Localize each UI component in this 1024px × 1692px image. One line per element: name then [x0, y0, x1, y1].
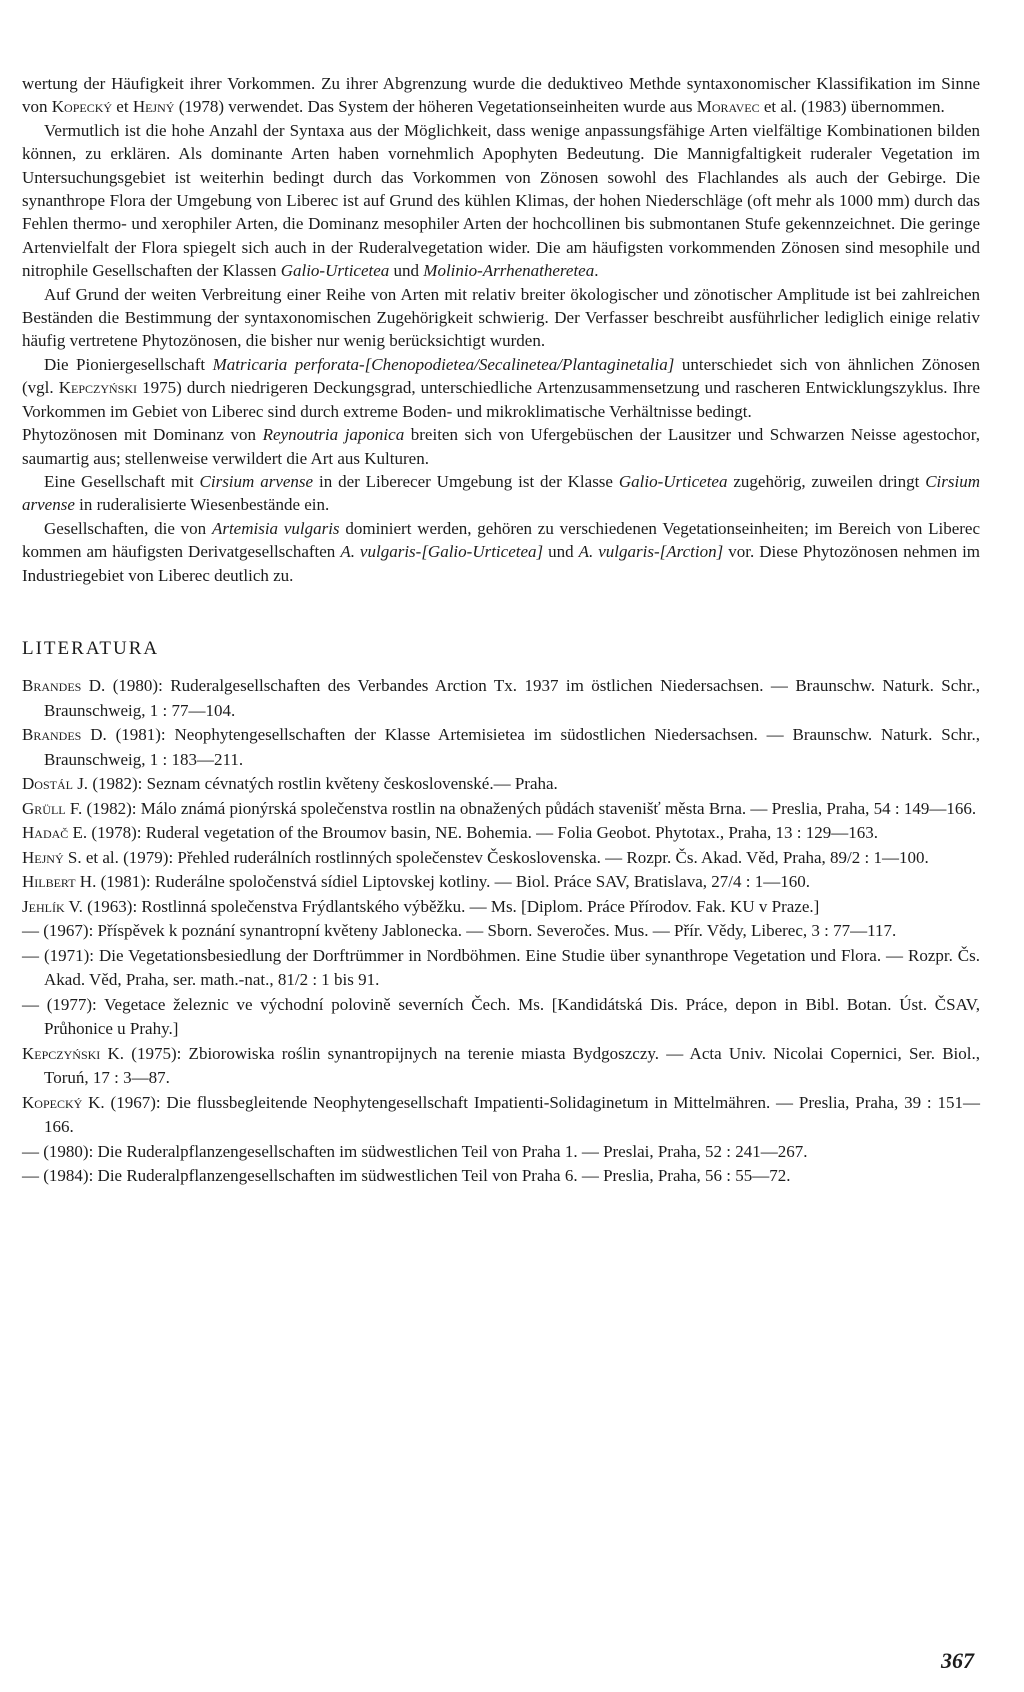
- reference-item: Hadač E. (1978): Ruderal vegetation of the Broumov basin, NE. Bohemia. — Folia Geobot. Phytotax., Praha, 13 : 129—163.: [22, 823, 879, 843]
- reference-item: Hejný S. et al. (1979): Přehled ruderálních rostlinných společenstev Československa. — Rozpr. Čs. Akad. Věd, Praha, 89/2 : 1—100.: [22, 847, 929, 867]
- reference-item: Grüll F. (1982): Málo známá pionýrská společenstva rostlin na obnažených půdách stavenišť města Brna. — Preslia, Praha, 54 : 149—166.: [22, 798, 977, 818]
- reference-item: Kepczyński K. (1975): Zbiorowiska roślin synantropijnych na terenie miasta Bydgoszczy. — Acta Univ. Nicolai Copernici, Ser. Biol., Toruń, 17 : 3—87.: [22, 1043, 980, 1088]
- paragraph-2: Vermutlich ist die hohe Anzahl der Syntaxa aus der Möglichkeit, dass wenige anpassungsfähige Arten vielfältige Kombinationen bilden können, zu erklären. Als dominante Arten haben vornehmlich Apophyten Bedeutung. Die Mannigfaltigkeit ruderaler Vegetation im Untersuchungsgebiet ist weiterhin bedingt durch das Vorkommen von Zönosen sowohl des Flachlandes als auch der Gebirge. Die synanthrope Flora der Umgebung von Liberec ist auf Grund des kühlen Klimas, der hohen Niederschläge (oft mehr als 1000 mm) durch das Fehlen thermo- und xerophiler Arten, die Dominanz mesophiler Arten der hochcollinen bis submontanen Stufe gekennzeichnet. Die geringe Artenvielfalt der Flora spiegelt sich auch in der Ruderalvegetation wider. Die am häufigsten vorkommenden Zönosen sind mesophile und nitrophile Gesellschaften der Klassen Galio-Urticetea und Molinio-Arrhenatheretea.: [22, 120, 980, 281]
- reference-item: Jehlík V. (1963): Rostlinná společenstva Frýdlantského výběžku. — Ms. [Diplom. Práce Přírodov. Fak. KU v Praze.]: [22, 896, 820, 916]
- paragraph-7: Gesellschaften, die von Artemisia vulgaris dominiert werden, gehören zu verschiedenen Vegetationseinheiten; im Bereich von Liberec kommen am häufigsten Derivatgesellschaften A. vulgaris-[Galio-Urticetea] und A. vulgaris-[Arction] vor. Diese Phytozönosen nehmen im Industriegebiet von Liberec deutlich zu.: [22, 518, 981, 585]
- reference-item: Brandes D. (1981): Neophytengesellschaften der Klasse Artemisietea im südostlichen Niedersachsen. — Braunschw. Naturk. Schr., Braunschweig, 1 : 183—211.: [22, 725, 981, 769]
- reference-list: [22, 674, 980, 1189]
- paragraph-5: Phytozönosen mit Dominanz von Reynoutria japonica breiten sich von Ufergebüschen der Lausitzer und Schwarzen Neisse agestochor, saumartig aus; stellenweise verwildert die Art aus Kulturen.: [22, 425, 981, 468]
- page-content: [22, 72, 980, 1189]
- reference-item: — (1967): Příspěvek k poznání synantropní květeny Jablonecka. — Sborn. Severočes. Mus. — Přír. Vědy, Liberec, 3 : 77—117.: [22, 921, 897, 941]
- paragraph-4: Die Pioniergesellschaft Matricaria perforata-[Chenopodietea/Secalinetea/Plantaginetalia] unterschiedet sich von ähnlichen Zönosen (vgl. Kepczyński 1975) durch niedrigeren Deckungsgrad, unterschiedliche Artenzusammensetzung und rascheren Entwicklungszyklus. Ihre Vorkommen im Gebiet von Liberec sind durch extreme Boden- und mikroklimatische Verhältnisse bedingt.: [22, 354, 981, 421]
- reference-item: Dostál J. (1982): Seznam cévnatých rostlin květeny československé.— Praha.: [22, 774, 558, 794]
- paragraph-6: Eine Gesellschaft mit Cirsium arvense in der Liberecer Umgebung ist der Klasse Galio-Urticetea zugehörig, zuweilen dringt Cirsium arvense in ruderalisierte Wiesenbestände ein.: [22, 471, 981, 515]
- reference-item: Brandes D. (1980): Ruderalgesellschaften des Verbandes Arction Tx. 1937 im östlichen Niedersachsen. — Braunschw. Naturk. Schr., Braunschweig, 1 : 77—104.: [22, 676, 980, 720]
- reference-item: — (1980): Die Ruderalpflanzengesellschaften im südwestlichen Teil von Praha 1. — Preslai, Praha, 52 : 241—267.: [22, 1141, 808, 1161]
- reference-item: Kopecký K. (1967): Die flussbegleitende Neophytengesellschaft Impatienti-Solidaginetum in Mittelmähren. — Preslia, Praha, 39 : 151—166.: [22, 1092, 981, 1137]
- page-number: 367: [941, 1648, 974, 1673]
- reference-item: — (1977): Vegetace železnic ve východní polovině severních Čech. Ms. [Kandidátská Dis. Práce, depon in Bibl. Botan. Úst. ČSAV, Průhonice u Prahy.]: [22, 994, 981, 1039]
- reference-item: — (1984): Die Ruderalpflanzengesellschaften im südwestlichen Teil von Praha 6. — Preslia, Praha, 56 : 55—72.: [22, 1166, 791, 1186]
- paragraph-3: Auf Grund der weiten Verbreitung einer Reihe von Arten mit relativ breiter ökologischer und zönotischer Amplitude ist bei zahlreichen Beständen die Bestimmung der syntaxonomischen Zugehörigkeit schwierig. Der Verfasser beschreibt ausführlicher lediglich einige relativ häufig vertretene Phytozönosen, die bisher nur wenig berücksichtigt wurden.: [22, 284, 980, 351]
- reference-item: — (1971): Die Vegetationsbesiedlung der Dorftrümmer in Nordböhmen. Eine Studie über synanthrope Vegetation und Flora. — Rozpr. Čs. Akad. Věd, Praha, ser. math.-nat., 81/2 : 1 bis 91.: [22, 945, 981, 990]
- reference-item: Hilbert H. (1981): Ruderálne spoločenstvá sídiel Liptovskej kotliny. — Biol. Práce SAV, Bratislava, 27/4 : 1—160.: [22, 872, 810, 892]
- literature-heading: LITERATURA: [22, 637, 160, 659]
- paragraph-1: wertung der Häufigkeit ihrer Vorkommen. Zu ihrer Abgrenzung wurde die deduktiveo Methde syntaxonomischer Klassifikation im Sinne von Kopecký et Hejný (1978) verwendet. Das System der höheren Vegetationseinheiten wurde aus Moravec et al. (1983) übernommen.: [22, 74, 980, 117]
